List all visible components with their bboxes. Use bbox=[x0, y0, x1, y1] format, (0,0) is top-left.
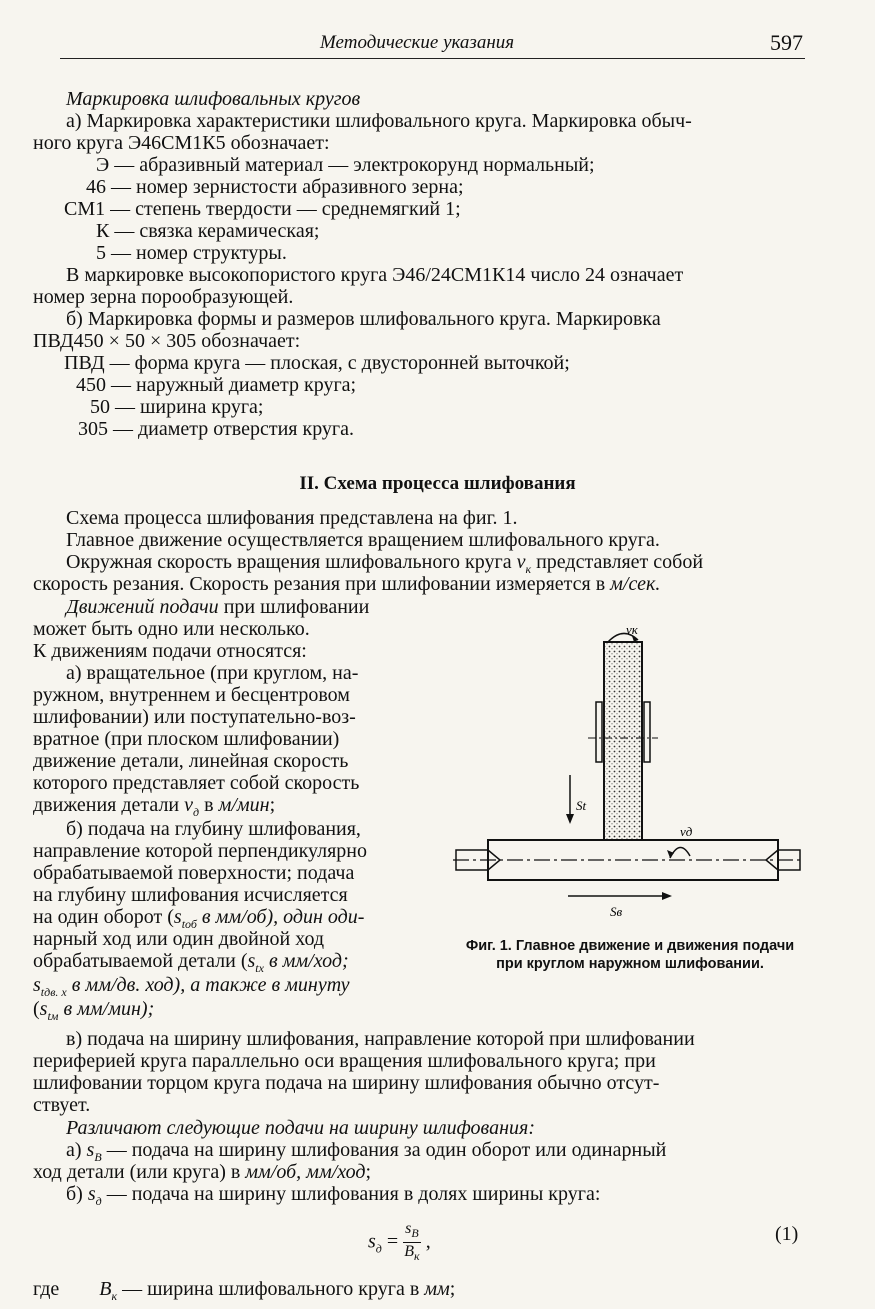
feed-intro: Движений подачи при шлифовании bbox=[66, 596, 370, 618]
marking-item: СМ1 — степень твердости — среднемягкий 1; bbox=[64, 198, 461, 220]
feed-v-line: периферией круга параллельно оси вращения шлифовального круга; при bbox=[33, 1050, 656, 1072]
vd-label: vд bbox=[680, 824, 693, 839]
feed-b-line: обрабатываемой поверхности; подача bbox=[33, 862, 355, 884]
marking-heading: Маркировка шлифовальных кругов bbox=[66, 88, 361, 110]
para-4: скорость резания. Скорость резания при шлифовании измеряется в м/сек. bbox=[33, 573, 661, 595]
feed-a-line: шлифовании) или поступательно-воз- bbox=[33, 706, 356, 728]
shape-item: 450 — наружный диаметр круга; bbox=[76, 374, 357, 396]
width-feeds-intro: Различают следующие подачи на ширину шлифования: bbox=[66, 1117, 535, 1139]
porous-line2: номер зерна порообразующей. bbox=[33, 286, 294, 308]
st-label: St bbox=[576, 798, 587, 813]
grinding-scheme-drawing bbox=[448, 620, 808, 925]
width-feed-a-line2: ход детали (или круга) в мм/об, мм/ход; bbox=[33, 1161, 372, 1183]
marking-item: 46 — номер зернистости абразивного зерна; bbox=[86, 176, 464, 198]
para-3: Окружная скорость вращения шлифовального круга $v_к$ представляет собой bbox=[66, 551, 704, 576]
marking-b-line2: ПВД450 × 50 × 305 обозначает: bbox=[33, 330, 301, 352]
para-2: Главное движение осуществляется вращением шлифовального круга. bbox=[66, 529, 660, 551]
feed-b-line: на глубину шлифования исчисляется bbox=[33, 884, 348, 906]
feed-line: К движениям подачи относятся: bbox=[33, 640, 307, 662]
feed-v-line: шлифовании торцом круга подача на ширину шлифования обычно отсут- bbox=[33, 1072, 660, 1094]
feed-a-line: ружном, внутреннем и бесцентровом bbox=[33, 684, 350, 706]
feed-b-line: направление которой перпендикулярно bbox=[33, 840, 368, 862]
wheel-flange-right bbox=[644, 702, 650, 762]
width-feed-a: а) $s_B$ — подача на ширину шлифования за один оборот или одинарный bbox=[66, 1139, 667, 1164]
vd-arrowhead bbox=[667, 850, 674, 858]
section-title: II. Схема процесса шлифования bbox=[299, 473, 576, 494]
width-feed-b: б) $s_д$ — подача на ширину шлифования в долях ширины круга: bbox=[66, 1183, 601, 1208]
page-number: 597 bbox=[770, 30, 803, 55]
vk-label: vк bbox=[626, 622, 638, 637]
porous-line1: В маркировке высокопористого круга Э46/24СМ1К14 число 24 означает bbox=[66, 264, 684, 286]
shape-item: 305 — диаметр отверстия круга. bbox=[78, 418, 355, 440]
feed-v-line: ствует. bbox=[33, 1094, 91, 1116]
feed-a-line: движение детали, линейная скорость bbox=[33, 750, 349, 772]
wheel-flange-left bbox=[596, 702, 602, 762]
where-line: где $B_к$ — ширина шлифовального круга в мм; bbox=[33, 1278, 456, 1303]
feed-v-line: в) подача на ширину шлифования, направление которой при шлифовании bbox=[66, 1028, 695, 1050]
shape-item: 50 — ширина круга; bbox=[90, 396, 264, 418]
sv-arrowhead bbox=[662, 892, 672, 900]
feed-b-line: ($s_{tм}$ в мм/мин); bbox=[33, 998, 155, 1023]
grinding-scheme-figure bbox=[448, 620, 808, 925]
sv-label: Sв bbox=[610, 904, 623, 919]
formula-fraction: $\frac{s_B}{B_к}$ bbox=[404, 1220, 420, 1264]
shape-item: ПВД — форма круга — плоская, с двусторонней выточкой; bbox=[64, 352, 570, 374]
st-arrowhead bbox=[566, 814, 574, 824]
running-header bbox=[60, 30, 805, 59]
feed-a-line: вратное (при плоском шлифовании) bbox=[33, 728, 340, 750]
marking-item: 5 — номер структуры. bbox=[96, 242, 287, 264]
marking-b-line1: б) Маркировка формы и размеров шлифовального круга. Маркировка bbox=[66, 308, 661, 330]
feed-a-line: которого представляет собой скорость bbox=[33, 772, 360, 794]
marking-item: Э — абразивный материал — электрокорунд нормальный; bbox=[96, 154, 595, 176]
grinding-wheel bbox=[604, 642, 642, 840]
feed-b-line: нарный ход или один двойной ход bbox=[33, 928, 325, 950]
feed-a-line: движения детали $v_д$ в м/мин; bbox=[33, 794, 276, 819]
marking-a-line2: ного круга Э46СМ1К5 обозначает: bbox=[33, 132, 330, 154]
feed-line: может быть одно или несколько. bbox=[33, 618, 310, 640]
marking-a-line1: а) Маркировка характеристики шлифовального круга. Маркировка обыч- bbox=[66, 110, 692, 132]
formula-1: $s_д$ = $\frac{s_B}{B_к}$ , bbox=[368, 1220, 431, 1264]
feed-a-line: а) вращательное (при круглом, на- bbox=[66, 662, 359, 684]
feed-b-line: на один оборот ($s_{tоб}$ в мм/об), один оди- bbox=[33, 906, 365, 931]
running-title: Методические указания bbox=[320, 32, 515, 53]
equation-number: (1) bbox=[775, 1223, 799, 1245]
feed-b-line: $s_{tдв. x}$ в мм/дв. ход), а также в минуту bbox=[33, 974, 350, 999]
feed-b-line: обрабатываемой детали ($s_{tx}$ в мм/ход; bbox=[33, 950, 349, 975]
marking-item: К — связка керамическая; bbox=[96, 220, 320, 242]
para-1: Схема процесса шлифования представлена на фиг. 1. bbox=[66, 507, 518, 529]
feed-b-line: б) подача на глубину шлифования, bbox=[66, 818, 361, 840]
figure-caption: Фиг. 1. Главное движение и движения подачи при круглом наружном шлифовании. bbox=[465, 938, 795, 972]
